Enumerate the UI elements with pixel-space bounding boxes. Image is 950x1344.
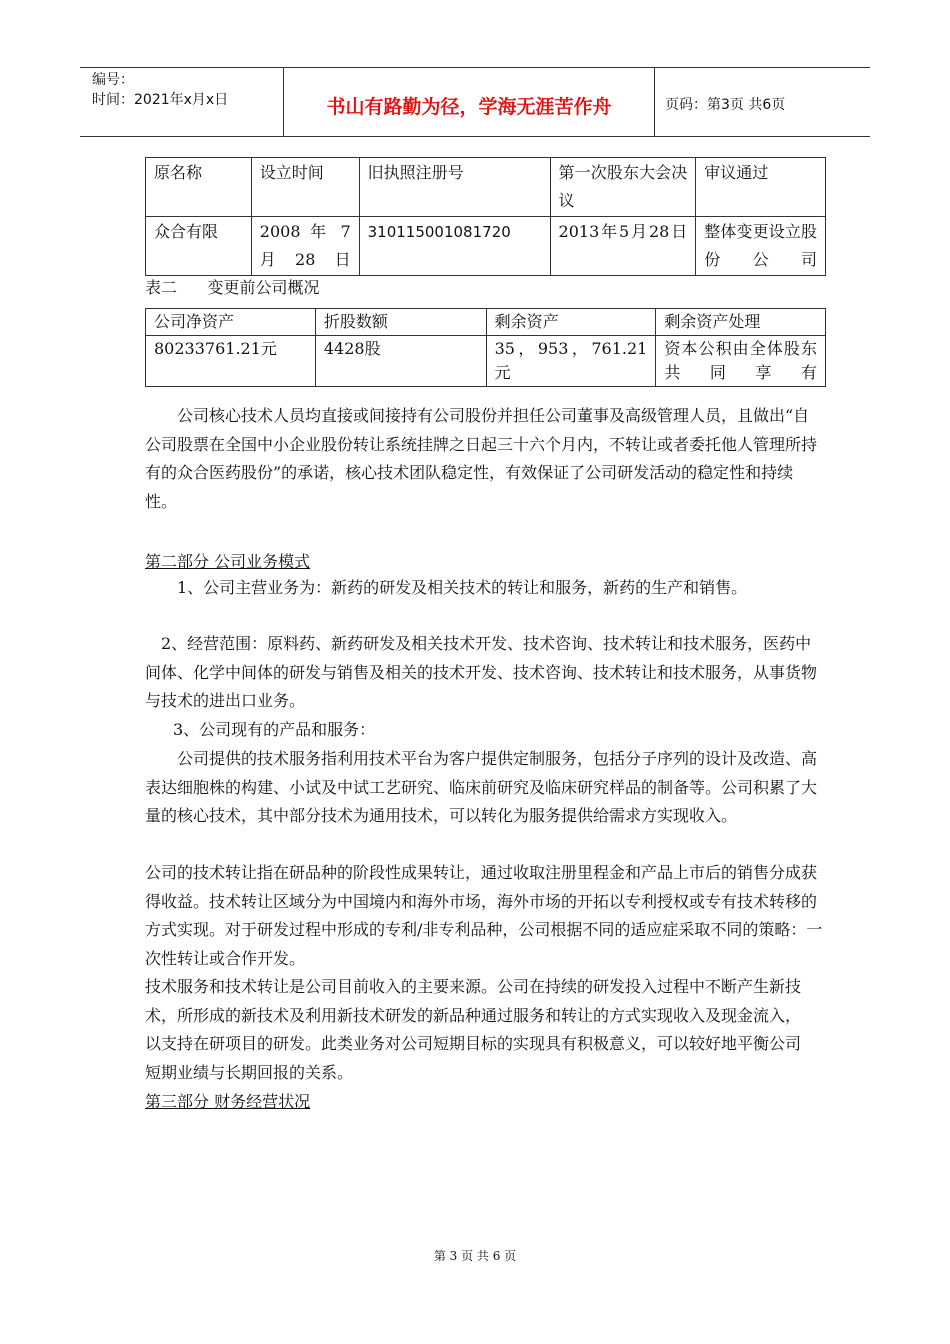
table-row (146, 158, 826, 217)
table-row (146, 217, 826, 276)
table-row (146, 336, 826, 387)
table-header-cell: 原名称 (146, 158, 252, 217)
table-header-cell: 折股数额 (315, 309, 486, 336)
section2-heading: 第二部分 公司业务模式 (145, 552, 311, 571)
page-footer: 第 3 页 共 6 页 (433, 1249, 517, 1263)
table-header-cell: 公司净资产 (146, 309, 316, 336)
number-label: 编号： (92, 72, 134, 88)
tech-service-paragraph: 公司提供的技术服务指利用技术平台为客户提供定制服务，包括分子序列的设计及改造、高表达细胞株的构建、小试及中试工艺研究、临床前研究及临床研究样品的制备等。公司积累了大量的核心技术，其中部分技术为通用技术，可以转化为服务提供给需求方实现收入。 (145, 749, 818, 825)
table-header-cell: 剩余资产 (486, 309, 656, 336)
table-cell: 310115001081720 (359, 217, 550, 276)
table-cell: 2008 年 7 月28日 (251, 217, 359, 276)
business-item-3: 3、公司现有的产品和服务： (173, 720, 376, 739)
table-row (146, 309, 826, 336)
table-header-cell: 第一次股东大会决议 (550, 158, 696, 217)
registration-table (145, 157, 826, 276)
table-cell: 4428股 (315, 336, 486, 387)
table-cell: 2013年5月28日 (550, 217, 696, 276)
business-item-2: 2、经营范围：原料药、新药研发及相关技术开发、技术咨询、技术转让和技术服务，医药中间体、化学中间体的研发与销售及相关的技术开发、技术咨询、技术转让和技术服务，从事货物与技术的进出口业务。 (145, 634, 818, 710)
header-page-label: 页码：第3页 共6页 (665, 97, 786, 113)
header-meta (80, 68, 284, 136)
table-cell: 整体变更设立股份公司 (696, 217, 826, 276)
page-header (80, 67, 870, 137)
company-overview-table (145, 308, 826, 387)
table-header-cell: 审议通过 (696, 158, 826, 217)
table-cell: 资本公积由全体股东共同享有 (656, 336, 826, 387)
time-label: 时间：2021年x月x日 (92, 92, 229, 108)
revenue-paragraph: 技术服务和技术转让是公司目前收入的主要来源。公司在持续的研发投入过程中不断产生新技术，所形成的新技术及利用新技术研发的新品种通过服务和转让的方式实现收入及现金流入，以支持在研项目的研发。此类业务对公司短期目标的实现具有积极意义，可以较好地平衡公司短期业绩与长期回报的关系。 (145, 977, 802, 1082)
section3-heading: 第三部分 财务经营状况 (145, 1092, 311, 1111)
table-cell: 35，953，761.21元 (486, 336, 656, 387)
table-header-cell: 剩余资产处理 (656, 309, 826, 336)
business-item-1: 1、公司主营业务为：新药的研发及相关技术的转让和服务，新药的生产和销售。 (177, 578, 748, 597)
table-header-cell: 旧执照注册号 (359, 158, 550, 217)
table2-caption: 表二 变更前公司概况 (145, 278, 320, 297)
core-tech-paragraph: 公司核心技术人员均直接或间接持有公司股份并担任公司董事及高级管理人员，且做出“自公司股票在全国中小企业股份转让系统挂牌之日起三十六个月内，不转让或者委托他人管理所持有的众合医药股份”的承诺，核心技术团队稳定性，有效保证了公司研发活动的稳定性和持续性。 (145, 406, 818, 511)
header-motto: 书山有路勤为径，学海无涯苦作舟 (284, 68, 655, 136)
table-cell: 众合有限 (146, 217, 252, 276)
table-cell: 80233761.21元 (146, 336, 316, 387)
tech-transfer-paragraph: 公司的技术转让指在研品种的阶段性成果转让，通过收取注册里程金和产品上市后的销售分成获得收益。技术转让区域分为中国境内和海外市场，海外市场的开拓以专利授权或专有技术转移的方式实现。对于研发过程中形成的专利/非专利品种，公司根据不同的适应症采取不同的策略：一次性转让或合作开发。 (145, 863, 823, 968)
table-header-cell: 设立时间 (251, 158, 359, 217)
